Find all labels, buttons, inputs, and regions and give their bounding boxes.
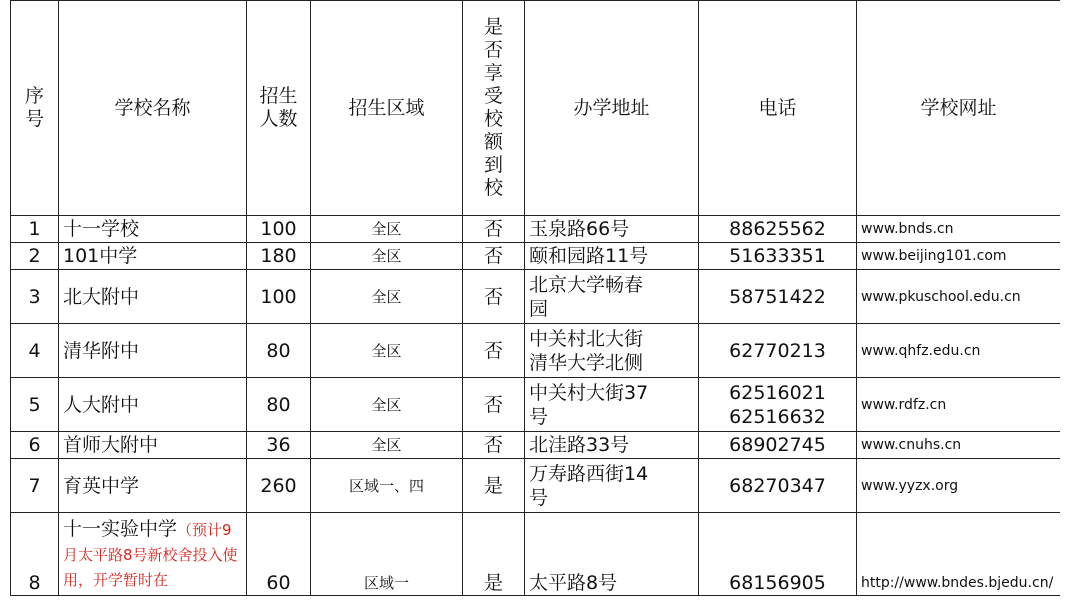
phone-line: 62516632 [729, 405, 826, 428]
row-address [525, 270, 699, 324]
row-address [525, 378, 699, 432]
table-row [11, 432, 1061, 459]
school-name-note: （预计9月太平路8号新校舍投入使用，开学暂时在 [63, 521, 238, 589]
row-school-name [59, 270, 247, 324]
address-line: 北京大学畅春 [529, 273, 644, 296]
row-phone [699, 270, 857, 324]
school-name-text: 北大附中 [63, 285, 140, 308]
row-index: 8 [11, 513, 59, 596]
row-enrollment: 180 [247, 243, 311, 270]
header-quota [463, 1, 525, 216]
row-address [525, 216, 699, 243]
header-row [11, 1, 1061, 216]
row-area: 全区 [311, 243, 463, 270]
row-address [525, 243, 699, 270]
address-line: 园 [529, 297, 549, 320]
row-address [525, 459, 699, 513]
row-phone [699, 378, 857, 432]
row-website: www.beijing101.com [857, 243, 1061, 270]
row-school-name [59, 459, 247, 513]
row-website: www.qhfz.edu.cn [857, 324, 1061, 378]
table-row [11, 216, 1061, 243]
row-area: 全区 [311, 270, 463, 324]
row-phone [699, 216, 857, 243]
table-row [11, 459, 1061, 513]
header-index-text: 序 号 [24, 85, 44, 130]
address-line: 清华大学北侧 [529, 351, 644, 374]
row-address [525, 432, 699, 459]
row-index: 4 [11, 324, 59, 378]
row-area: 区域一 [311, 513, 463, 596]
address-line: 北洼路33号 [529, 434, 630, 456]
school-name-text: 育英中学 [63, 474, 140, 497]
row-quota: 是 [463, 459, 525, 513]
row-enrollment: 100 [247, 270, 311, 324]
header-quota-char: 额 [483, 131, 503, 153]
school-enrollment-table-page [10, 0, 1060, 607]
header-quota-char: 否 [483, 39, 503, 61]
header-address: 办学地址 [525, 1, 699, 216]
header-index [11, 1, 59, 216]
table-body [11, 1, 1061, 596]
school-name-text: 首师大附中 [63, 434, 159, 456]
header-quota-char: 受 [483, 85, 503, 107]
address-line: 万寿路西街14 [529, 462, 649, 485]
row-school-name [59, 378, 247, 432]
row-phone [699, 432, 857, 459]
row-enrollment: 60 [247, 513, 311, 596]
header-area: 招生区域 [311, 1, 463, 216]
row-phone [699, 513, 857, 596]
address-line: 中关村北大街 [529, 327, 644, 350]
address-line: 号 [529, 405, 549, 428]
phone-line: 68270347 [729, 474, 826, 497]
row-phone [699, 243, 857, 270]
row-quota: 是 [463, 513, 525, 596]
header-quota-char: 到 [483, 154, 503, 176]
row-area: 全区 [311, 324, 463, 378]
row-index: 5 [11, 378, 59, 432]
row-enrollment: 260 [247, 459, 311, 513]
row-address [525, 513, 699, 596]
header-enrollment-text: 招生 人数 [259, 85, 298, 130]
phone-line: 58751422 [729, 285, 826, 308]
row-index: 3 [11, 270, 59, 324]
address-line: 太平路8号 [529, 572, 618, 594]
row-school-name [59, 216, 247, 243]
school-name-text: 十一实验中学 [63, 518, 178, 540]
row-area: 全区 [311, 378, 463, 432]
address-line: 颐和园路11号 [529, 245, 649, 267]
row-school-name [59, 432, 247, 459]
table-row [11, 324, 1061, 378]
phone-line: 68902745 [729, 434, 826, 456]
header-quota-char: 是 [483, 16, 503, 38]
school-name-text: 十一学校 [63, 218, 140, 240]
address-line: 中关村大街37 [529, 381, 649, 404]
row-quota: 否 [463, 432, 525, 459]
row-school-name [59, 324, 247, 378]
table-row [11, 378, 1061, 432]
school-enrollment-table [10, 0, 1060, 596]
header-school-name: 学校名称 [59, 1, 247, 216]
row-address [525, 324, 699, 378]
header-quota-char: 校 [483, 177, 503, 199]
school-name-text: 101中学 [63, 245, 138, 267]
phone-line: 62516021 [729, 381, 826, 404]
row-quota: 否 [463, 243, 525, 270]
table-row [11, 270, 1061, 324]
row-quota: 否 [463, 270, 525, 324]
row-enrollment: 80 [247, 324, 311, 378]
row-area: 区域一、四 [311, 459, 463, 513]
row-index: 1 [11, 216, 59, 243]
row-index: 6 [11, 432, 59, 459]
phone-line: 51633351 [729, 245, 826, 267]
row-index: 2 [11, 243, 59, 270]
row-index: 7 [11, 459, 59, 513]
header-quota-char: 享 [483, 62, 503, 84]
address-line: 号 [529, 486, 549, 509]
phone-line: 62770213 [729, 339, 826, 362]
row-website: www.yyzx.org [857, 459, 1061, 513]
row-website: www.bnds.cn [857, 216, 1061, 243]
header-enrollment [247, 1, 311, 216]
school-name-text: 人大附中 [63, 393, 140, 416]
table-row [11, 513, 1061, 596]
phone-line: 88625562 [729, 218, 826, 240]
phone-line: 68156905 [729, 572, 826, 594]
header-quota-char: 校 [483, 108, 503, 130]
school-name-text: 清华附中 [63, 339, 140, 362]
row-area: 全区 [311, 432, 463, 459]
row-quota: 否 [463, 216, 525, 243]
row-area: 全区 [311, 216, 463, 243]
row-quota: 否 [463, 324, 525, 378]
row-enrollment: 36 [247, 432, 311, 459]
row-website: www.cnuhs.cn [857, 432, 1061, 459]
table-row [11, 243, 1061, 270]
row-enrollment: 100 [247, 216, 311, 243]
header-website: 学校网址 [857, 1, 1061, 216]
row-website: www.rdfz.cn [857, 378, 1061, 432]
row-school-name [59, 513, 247, 596]
row-school-name [59, 243, 247, 270]
row-website: www.pkuschool.edu.cn [857, 270, 1061, 324]
address-line: 玉泉路66号 [529, 218, 630, 240]
row-quota: 否 [463, 378, 525, 432]
row-phone [699, 324, 857, 378]
row-enrollment: 80 [247, 378, 311, 432]
row-website: http://www.bndes.bjedu.cn/ [857, 513, 1061, 596]
row-phone [699, 459, 857, 513]
header-phone: 电话 [699, 1, 857, 216]
